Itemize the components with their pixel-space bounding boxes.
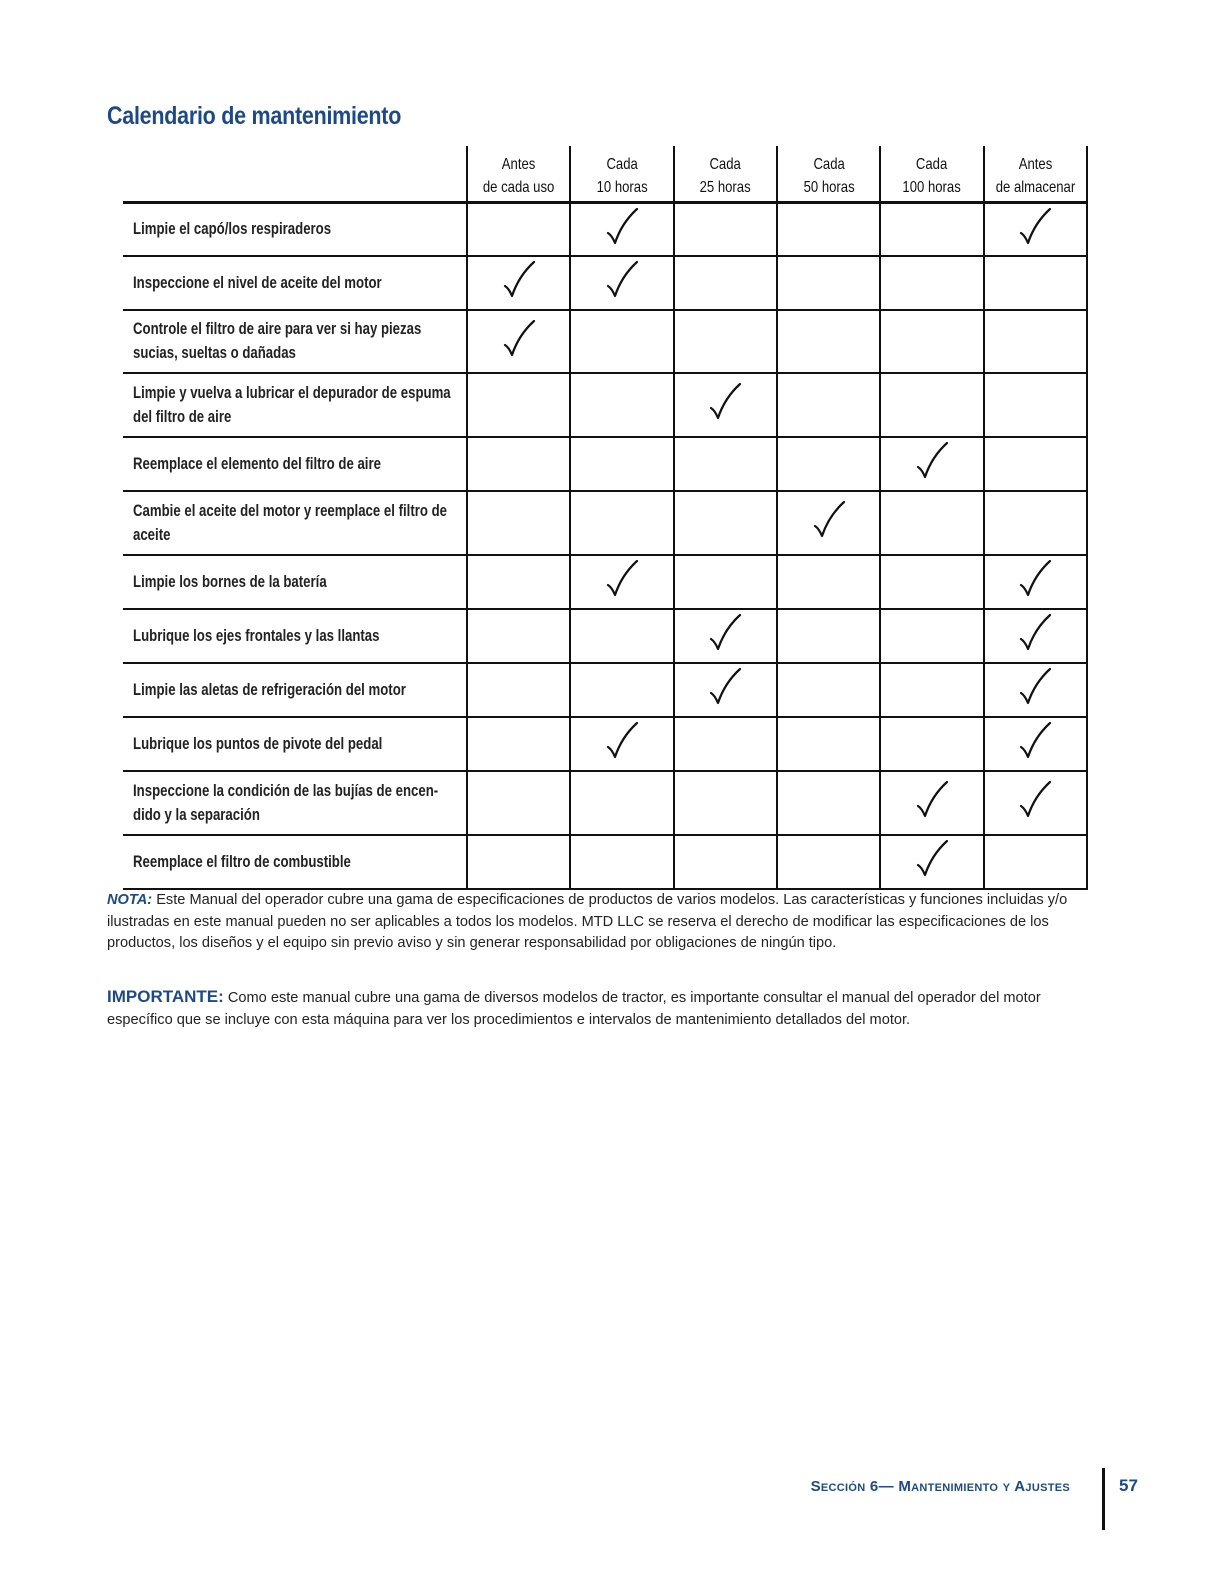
task-cell <box>123 771 467 835</box>
interval-cell <box>984 663 1087 717</box>
interval-cell <box>674 609 777 663</box>
interval-cell <box>467 373 570 437</box>
checkmark-icon <box>914 780 950 820</box>
task-label: Cambie el aceite del motor y reemplace el filtro de aceite <box>133 501 447 544</box>
interval-cell <box>570 491 673 555</box>
interval-cell <box>984 491 1087 555</box>
interval-cell <box>880 373 983 437</box>
note-paragraph <box>107 890 1107 955</box>
interval-cell <box>984 256 1087 310</box>
task-cell <box>123 256 467 310</box>
checkmark-icon <box>914 839 950 879</box>
task-cell <box>123 373 467 437</box>
interval-cell <box>880 555 983 609</box>
interval-cell <box>777 373 880 437</box>
interval-cell <box>570 609 673 663</box>
interval-cell <box>880 203 983 256</box>
task-label: Reemplace el elemento del filtro de aire <box>133 454 381 473</box>
page-number: 57 <box>1119 1476 1138 1495</box>
interval-cell <box>777 256 880 310</box>
interval-cell <box>777 663 880 717</box>
table-row <box>123 373 1087 437</box>
interval-cell <box>570 373 673 437</box>
interval-cell <box>467 310 570 373</box>
interval-cell <box>880 609 983 663</box>
checkmark-icon <box>1017 207 1053 247</box>
task-label: Lubrique los puntos de pivote del pedal <box>133 734 383 753</box>
note-label: NOTA: <box>107 892 153 908</box>
interval-cell <box>984 437 1087 491</box>
interval-cell <box>674 717 777 771</box>
interval-cell <box>570 663 673 717</box>
interval-cell <box>674 491 777 555</box>
column-header: Antes de cada uso <box>467 146 570 203</box>
interval-cell <box>880 491 983 555</box>
table-row <box>123 437 1087 491</box>
footer-divider <box>1102 1468 1105 1530</box>
interval-cell <box>674 663 777 717</box>
checkmark-icon <box>501 260 537 300</box>
checkmark-icon <box>707 667 743 707</box>
task-cell <box>123 717 467 771</box>
interval-cell <box>674 373 777 437</box>
interval-cell <box>777 310 880 373</box>
footer-section-title: Sección 6— Mantenimiento y Ajustes <box>810 1478 1070 1495</box>
important-text: Como este manual cubre una gama de diversos modelos de tractor, es importante consultar el manual del operador del motor específico que se incluye con esta máquina para ver los procedimientos e intervalos de mantenimiento detallados del motor. <box>107 990 1041 1028</box>
checkmark-icon <box>604 207 640 247</box>
table-row <box>123 256 1087 310</box>
task-label: Limpie y vuelva a lubricar el depurador de espuma del filtro de aire <box>133 383 451 426</box>
interval-cell <box>984 373 1087 437</box>
interval-cell <box>777 203 880 256</box>
task-label: Inspeccione el nivel de aceite del motor <box>133 273 382 292</box>
interval-cell <box>880 437 983 491</box>
interval-cell <box>984 835 1087 889</box>
checkmark-icon <box>1017 780 1053 820</box>
table-row <box>123 491 1087 555</box>
task-label: Lubrique los ejes frontales y las llantas <box>133 626 380 645</box>
interval-cell <box>674 835 777 889</box>
interval-cell <box>467 771 570 835</box>
checkmark-icon <box>1017 721 1053 761</box>
table-row <box>123 609 1087 663</box>
interval-cell <box>984 771 1087 835</box>
interval-cell <box>880 663 983 717</box>
checkmark-icon <box>1017 559 1053 599</box>
column-header: Cada 10 horas <box>570 146 673 203</box>
interval-cell <box>570 835 673 889</box>
task-label: Limpie los bornes de la batería <box>133 572 327 591</box>
checkmark-icon <box>501 319 537 359</box>
header-corner <box>123 146 467 203</box>
interval-cell <box>570 310 673 373</box>
interval-cell <box>777 437 880 491</box>
important-paragraph <box>107 986 1107 1031</box>
interval-cell <box>984 717 1087 771</box>
interval-cell <box>777 835 880 889</box>
column-header: Antes de almacenar <box>984 146 1087 203</box>
interval-cell <box>984 609 1087 663</box>
task-cell <box>123 835 467 889</box>
interval-cell <box>674 203 777 256</box>
interval-cell <box>570 717 673 771</box>
table-header-row <box>123 146 1087 203</box>
column-header: Cada 50 horas <box>777 146 880 203</box>
task-cell <box>123 555 467 609</box>
checkmark-icon <box>914 441 950 481</box>
table-row <box>123 717 1087 771</box>
interval-cell <box>984 310 1087 373</box>
table-row <box>123 555 1087 609</box>
task-cell <box>123 609 467 663</box>
interval-cell <box>467 609 570 663</box>
task-label: Limpie las aletas de refrigeración del motor <box>133 680 406 699</box>
table-row <box>123 771 1087 835</box>
interval-cell <box>467 491 570 555</box>
task-cell <box>123 437 467 491</box>
checkmark-icon <box>1017 613 1053 653</box>
task-label: Reemplace el filtro de combustible <box>133 852 351 871</box>
column-header: Cada 100 horas <box>880 146 983 203</box>
table-row <box>123 203 1087 256</box>
interval-cell <box>467 835 570 889</box>
checkmark-icon <box>707 613 743 653</box>
task-label: Controle el filtro de aire para ver si hay piezas sucias, sueltas o dañadas <box>133 320 422 362</box>
interval-cell <box>570 437 673 491</box>
interval-cell <box>674 555 777 609</box>
task-cell <box>123 663 467 717</box>
interval-cell <box>674 771 777 835</box>
interval-cell <box>880 717 983 771</box>
table-body <box>123 203 1087 889</box>
interval-cell <box>570 203 673 256</box>
table-row <box>123 835 1087 889</box>
maintenance-schedule-table <box>123 146 1088 890</box>
checkmark-icon <box>707 382 743 422</box>
task-label: Inspeccione la condición de las bujías de encen-dido y la separación <box>133 781 439 824</box>
interval-cell <box>984 203 1087 256</box>
table-row <box>123 663 1087 717</box>
interval-cell <box>984 555 1087 609</box>
checkmark-icon <box>604 559 640 599</box>
checkmark-icon <box>604 721 640 761</box>
interval-cell <box>777 555 880 609</box>
table-row <box>123 310 1087 373</box>
interval-cell <box>674 310 777 373</box>
interval-cell <box>880 310 983 373</box>
interval-cell <box>570 555 673 609</box>
column-header: Cada 25 horas <box>674 146 777 203</box>
page-title: Calendario de mantenimiento <box>107 102 402 130</box>
interval-cell <box>880 835 983 889</box>
interval-cell <box>467 663 570 717</box>
checkmark-icon <box>1017 667 1053 707</box>
interval-cell <box>467 717 570 771</box>
interval-cell <box>467 555 570 609</box>
task-cell <box>123 310 467 373</box>
interval-cell <box>467 437 570 491</box>
interval-cell <box>467 203 570 256</box>
interval-cell <box>880 771 983 835</box>
task-cell <box>123 491 467 555</box>
interval-cell <box>467 256 570 310</box>
important-label: IMPORTANTE: <box>107 987 224 1006</box>
task-cell <box>123 203 467 256</box>
checkmark-icon <box>604 260 640 300</box>
interval-cell <box>674 437 777 491</box>
interval-cell <box>777 717 880 771</box>
interval-cell <box>570 771 673 835</box>
interval-cell <box>777 491 880 555</box>
interval-cell <box>880 256 983 310</box>
interval-cell <box>570 256 673 310</box>
note-text: Este Manual del operador cubre una gama de especificaciones de productos de varios modelos. Las características y funciones incluidas y/o ilustradas en este manual pueden no ser aplicables a todos los modelos. MTD LLC se reserva el derecho de modificar las especificaciones de los productos, los diseños y el equipo sin previo aviso y sin generar responsabilidad por obligaciones de ningún tipo. <box>107 892 1068 951</box>
interval-cell <box>674 256 777 310</box>
interval-cell <box>777 609 880 663</box>
checkmark-icon <box>811 500 847 540</box>
task-label: Limpie el capó/los respiraderos <box>133 220 332 239</box>
interval-cell <box>777 771 880 835</box>
